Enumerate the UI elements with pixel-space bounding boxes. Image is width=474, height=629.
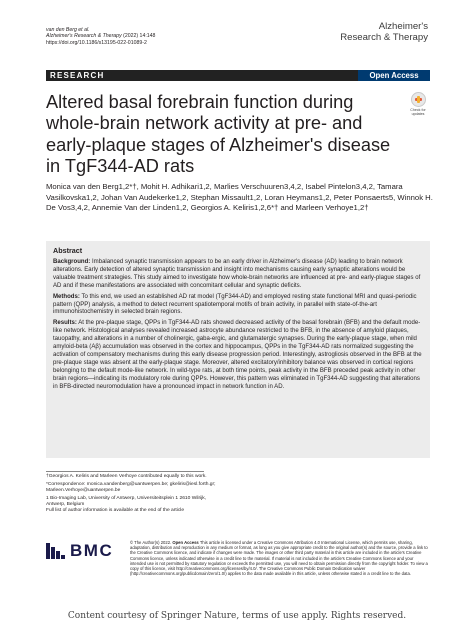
footnotes — [46, 474, 246, 516]
background-text: Imbalanced synaptic transmission appears to be an early driver in Alzheimer's disease (AD) leading to brain network alterations. Early detection of altered synaptic transmission and insight into mechanisms causing early synaptic alterations would be valuable treatment strategies. This study aimed to investigate how whole-brain networks are influenced at pre- and early-plague stages of AD and if these manifestations are associated with concomitant cellular and synaptic deficits. — [53, 259, 421, 289]
affiliation-line1: 1 Bio-Imaging Lab, University of Antwerp, Universiteitsplein 1 2610 Wilrijk, — [46, 495, 207, 501]
license-statement — [130, 540, 430, 576]
citation-journal-line — [46, 33, 155, 39]
journal-name-line1: Alzheimer's — [378, 21, 428, 32]
bmc-logo-text: BMC — [70, 541, 114, 560]
footnote-divider — [46, 471, 204, 472]
article-citation — [46, 27, 155, 46]
affiliation-note — [46, 496, 246, 515]
check-for-updates-button[interactable] — [406, 92, 430, 116]
equal-contribution-note: †Georgios A. Keliris and Marleen Verhoye contributed equally to this work. — [46, 474, 207, 479]
check-updates-label: Check for updates — [410, 108, 426, 116]
citation-journal: Alzheimer's Research & Therapy — [46, 33, 122, 40]
correspondence-note — [46, 482, 246, 494]
abstract-methods — [53, 294, 423, 318]
correspondence-line1[interactable]: *Correspondence: monica.vandenberg@uantwerpen.be; gkeliris@iesl.forth.gr; — [46, 481, 216, 487]
abstract-background — [53, 259, 423, 291]
results-text: At the pre-plaque stage, QPPs in TgF344-AD rats showed decreased activity of the basal forebrain (BFB) and the default mode-like network. Histological analyses revealed increased astrocyte abundance restricted to the BFB, in the absence of amyloid plaques, tauopathy, and alterations in a number of cholinergic, gaba-ergic, and glutamatergic synapses. During the early-plaque stage, when mild amyloid-beta (Aβ) accumulation was observed in the cortex and hippocampus, QPPs in the TgF344-AD rats normalized suggesting the activation of compensatory mechanisms during this early disease progression period. Interestingly, astrogliosis observed in the BFB at the pre-plaque stage was absent at the early-plaque stage. Moreover, altered excitatory/inhibitory balance was observed in cortical regions belonging to the default mode-like network. In wild-type rats, at both time points, peak activity in the BFB preceded peak activity in other brain regions—indicating its modulatory role during QPPs. However, this pattern was eliminated in TgF344-AD suggesting that alterations in BFB-directed neuromodulation have a pronounced impact in network function in AD. — [53, 320, 422, 390]
results-label: Results: — [53, 320, 77, 327]
bmc-logo-icon — [46, 542, 68, 560]
abstract-heading: Abstract — [53, 246, 83, 255]
abstract-results — [53, 320, 423, 391]
article-title: Altered basal forebrain function during whole-brain network activity at pre- and early-plaque stages of Alzheimer's disease in TgF344-AD rats — [46, 92, 391, 177]
author-list: Monica van den Berg1,2*†, Mohit H. Adhikari1,2, Marlies Verschuuren3,4,2, Isabel Pintelon3,4,2, Tamara Vasilkovska1,2, Johan Van Audekerke1,2, Stephan Missault1,2, Loran Heymans1,2, Peter Ponsaerts5, Winnok H. De Vos3,4,2, Annemie Van der Linden1,2, Georgios A. Keliris1,2,6*† and Marleen Verhoye1,2† — [46, 182, 433, 213]
journal-name — [340, 22, 428, 43]
methods-text: To this end, we used an established AD rat model (TgF344-AD) and employed resting state functional MRI and quasi-periodic pattern (QPP) analysis, a method to detect recurrent spatiotemporal motifs of brain activity, in parallel with state-of-the-art immunohistochemistry in selected brain regions. — [53, 293, 417, 316]
affiliation-line2: Antwerp, Belgium — [46, 501, 85, 507]
bmc-logo — [46, 542, 120, 560]
courtesy-footer: Content courtesy of Springer Nature, terms of use apply. Rights reserved. — [67, 611, 407, 621]
citation-authors: van den Berg et al. — [46, 27, 90, 33]
citation-doi[interactable]: https://doi.org/10.1186/s13195-022-01089-2 — [46, 39, 147, 46]
affiliation-line3: Full list of author information is available at the end of the article — [46, 508, 185, 514]
methods-label: Methods: — [53, 293, 80, 300]
license-lead: © The Author(s) 2022. — [130, 540, 172, 545]
license-open-access-label: Open Access — [172, 540, 199, 545]
citation-year-pages: (2022) 14:148 — [123, 33, 156, 40]
article-type-label: RESEARCH — [50, 71, 105, 80]
journal-name-line2: Research & Therapy — [340, 31, 428, 43]
license-text: This article is licensed under a Creative Commons Attribution 4.0 International License, which permits use, sharing, adaptation, distribution and reproduction in any medium or format, as long as you give appropriate credit to the original author(s) and the source, provide a link to the Creative Commons licence, and indicate if changes were made. The images or other third party material in this article are included in the article's Creative Commons licence, unless indicated otherwise in a credit line to the material. If material is not included in the article's Creative Commons licence and your intended use is not permitted by statutory regulation or exceeds the permitted use, you will need to obtain permission directly from the copyright holder. To view a copy of this licence, visit http://creativecommons.org/licenses/by/4.0/. The Creative Commons Public Domain Dedication waiver (http://creativecommons.org/publicdomain/zero/1.0/) applies to the data made available in this article, unless otherwise stated in a credit line to the data. — [130, 540, 428, 577]
check-updates-icon — [411, 92, 426, 107]
correspondence-line2[interactable]: Marleen.Verhoye@uantwerpen.be — [46, 487, 121, 493]
background-label: Background: — [53, 259, 91, 265]
abstract-box — [46, 241, 430, 458]
open-access-badge: Open Access — [358, 70, 430, 81]
section-bar — [46, 70, 430, 81]
